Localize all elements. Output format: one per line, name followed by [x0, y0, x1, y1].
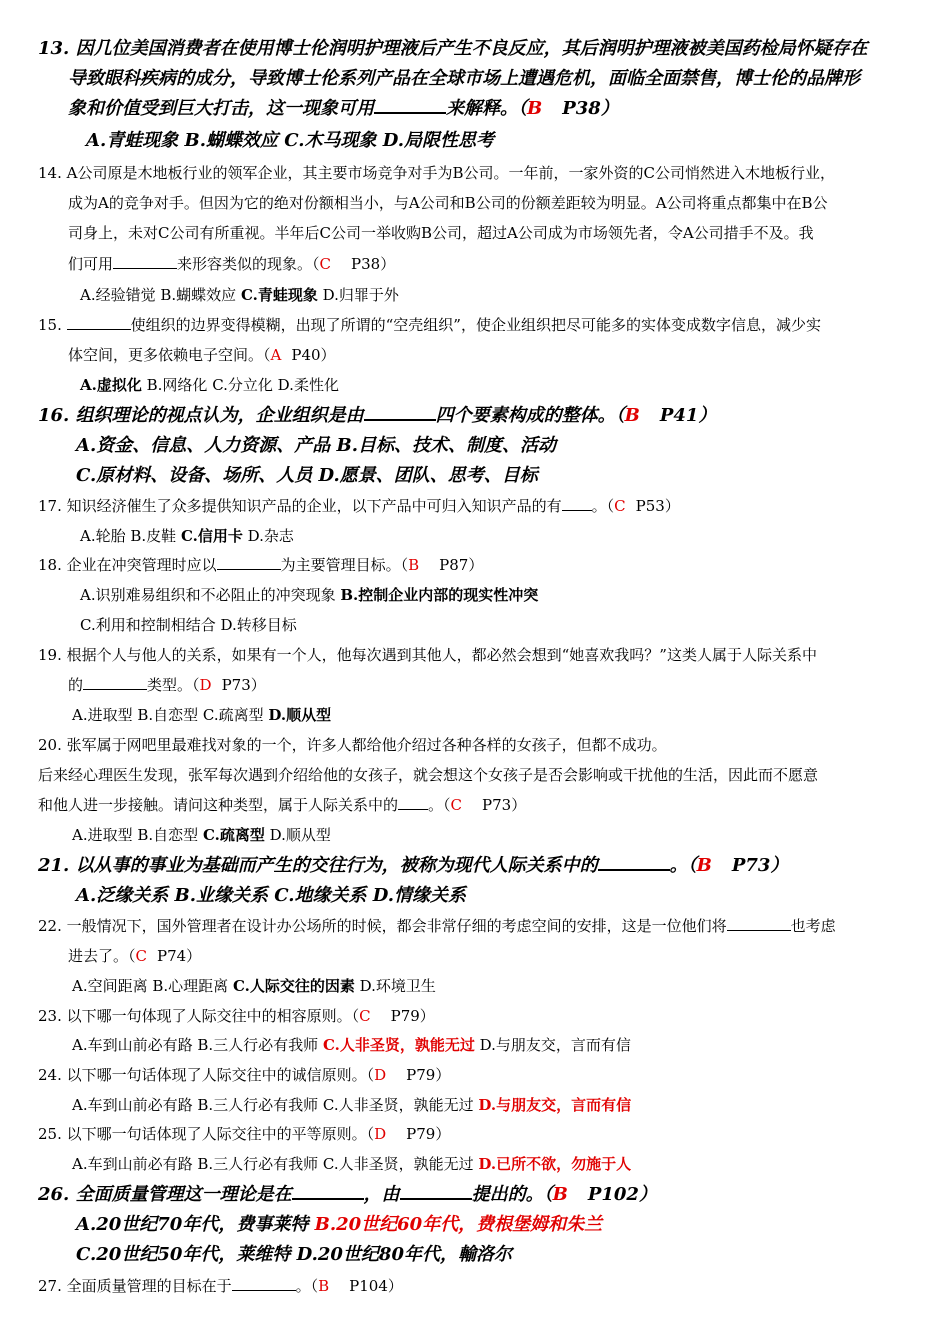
question-13-line-2: 导致眼科疾病的成分，导致博士伦系列产品在全球市场上遭遇危机，面临全面禁售，博士伦的品牌形 — [68, 68, 860, 89]
answer-letter: D — [374, 1066, 387, 1084]
page-ref: P104） — [349, 1277, 403, 1295]
question-15-line-2: 体空间，更多依赖电子空间。（A P40） — [68, 346, 336, 364]
question-17-line-1: 17. 知识经济催生了众多提供知识产品的企业，以下产品中可归入知识产品的有 。（C P53） — [38, 497, 680, 515]
question-20-line-1: 20. 张军属于网吧里最难找对象的一个，许多人都给他介绍过各种各样的女孩子，但都不成功。 — [38, 736, 667, 754]
page-ref: P79） — [390, 1007, 435, 1025]
question-21-options: A.泛缘关系 B.业缘关系 C.地缘关系 D.情缘关系 — [76, 885, 467, 906]
question-17-options: A.轮胎 B.皮鞋 C.信用卡 D.杂志 — [80, 527, 294, 545]
question-18-options-2: C.利用和控制相结合 D.转移目标 — [80, 616, 297, 634]
answer-blank — [727, 916, 791, 931]
question-26-line-1: 26. 全面质量管理这一理论是在 ，由 提出的。（B P102） — [38, 1184, 657, 1205]
page-ref: P73） — [221, 676, 266, 694]
correct-option: B.20世纪60年代，费根堡姆和朱兰 — [314, 1214, 603, 1235]
correct-option: C.青蛙现象 — [240, 286, 318, 304]
question-14-options: A.经验错觉 B.蝴蝶效应 C.青蛙现象 D.归罪于外 — [80, 286, 399, 304]
question-14-line-4: 们可用 来形容类似的现象。（C P38） — [68, 255, 396, 273]
page-ref: P87） — [439, 556, 484, 574]
answer-blank — [598, 853, 670, 871]
question-25-options: A.车到山前必有路 B.三人行必有我师 C.人非圣贤，孰能无过 D.已所不欲，勿施于人 — [72, 1155, 632, 1173]
question-13-options: A.青蛙现象 B.蝴蝶效应 C.木马现象 D.局限性思考 — [86, 130, 495, 151]
answer-blank — [400, 1182, 472, 1200]
question-23-line-1: 23. 以下哪一句体现了人际交往中的相容原则。（C P79） — [38, 1007, 435, 1025]
correct-option: B.控制企业内部的现实性冲突 — [340, 586, 539, 604]
answer-letter: D — [374, 1125, 387, 1143]
page-ref: P74） — [157, 947, 202, 965]
correct-option: C.人非圣贤，孰能无过 — [322, 1036, 475, 1054]
question-27-line-1: 27. 全面质量管理的目标在于 。（B P104） — [38, 1277, 403, 1295]
correct-option: C.信用卡 — [180, 527, 243, 545]
question-18-options-1: A.识别难易组织和不必阻止的冲突现象 B.控制企业内部的现实性冲突 — [80, 586, 539, 604]
answer-blank — [83, 675, 147, 690]
question-24-options: A.车到山前必有路 B.三人行必有我师 C.人非圣贤，孰能无过 D.与朋友交，言而有信 — [72, 1096, 632, 1114]
page-ref: P38） — [351, 255, 396, 273]
answer-letter: A — [270, 346, 282, 364]
answer-letter: B — [318, 1277, 330, 1295]
page-ref: P40） — [291, 346, 336, 364]
question-16-options-2: C.原材料、设备、场所、人员 D.愿景、团队、思考、目标 — [76, 465, 538, 486]
page-ref: P102） — [587, 1184, 657, 1205]
correct-option: D.顺从型 — [268, 706, 332, 724]
answer-blank — [67, 315, 131, 330]
question-20-line-3: 和他人进一步接触。请问这种类型，属于人际关系中的 。（C P73） — [38, 796, 527, 814]
answer-blank — [292, 1182, 364, 1200]
answer-blank — [374, 96, 446, 114]
question-13-line-3: 象和价值受到巨大打击，这一现象可用 来解释。（B P38） — [68, 98, 619, 119]
question-22-options: A.空间距离 B.心理距离 C.人际交往的因素 D.环境卫生 — [72, 977, 436, 995]
page-ref: P38） — [562, 98, 619, 119]
question-23-options: A.车到山前必有路 B.三人行必有我师 C.人非圣贤，孰能无过 D.与朋友交，言而有信 — [72, 1036, 631, 1054]
question-24-line-1: 24. 以下哪一句话体现了人际交往中的诚信原则。（D P79） — [38, 1066, 451, 1084]
question-20-line-2: 后来经心理医生发现，张军每次遇到介绍给他的女孩子，就会想这个女孩子是否会影响或干扰他的生活，因此而不愿意 — [38, 766, 819, 784]
question-14-line-2: 成为A的竞争对手。但因为它的绝对份额相当小，与A公司和B公司的份额差距较为明显。A公司将重点都集中在B公 — [68, 194, 828, 212]
question-26-options-2: C.20世纪50年代，莱维特 D.20世纪80年代，輸洛尔 — [76, 1244, 512, 1265]
question-15-options: A.虚拟化 B.网络化 C.分立化 D.柔性化 — [80, 376, 339, 394]
answer-letter: B — [624, 405, 640, 426]
correct-option: C.疏离型 — [202, 826, 265, 844]
question-19-line-1: 19. 根据个人与他人的关系，如果有一个人，他每次遇到其他人，都必然会想到“她喜欢我吗？”这类人属于人际关系中 — [38, 646, 817, 664]
page-ref: P79） — [406, 1125, 451, 1143]
correct-option: A.虚拟化 — [80, 376, 142, 394]
answer-blank — [364, 403, 436, 421]
answer-letter: B — [696, 855, 712, 876]
answer-letter: B — [527, 98, 543, 119]
answer-blank — [217, 555, 281, 570]
answer-letter: B — [552, 1184, 568, 1205]
question-18-line-1: 18. 企业在冲突管理时应以 为主要管理目标。（B P87） — [38, 556, 484, 574]
answer-letter: C — [359, 1007, 371, 1025]
question-16-options-1: A.资金、信息、人力资源、产品 B.目标、技术、制度、活动 — [76, 435, 556, 456]
answer-blank — [562, 496, 592, 511]
question-22-line-2: 进去了。（C P74） — [68, 947, 202, 965]
answer-letter: C — [319, 255, 332, 273]
page-ref: P79） — [406, 1066, 451, 1084]
correct-option: D.已所不欲，勿施于人 — [478, 1155, 632, 1173]
question-13-line-1: 13. 因几位美国消费者在使用博士伦润明护理液后产生不良反应，其后润明护理液被美国药检局怀疑存在 — [38, 38, 868, 59]
answer-letter: B — [408, 556, 420, 574]
answer-blank — [398, 795, 428, 810]
correct-option: D.与朋友交，言而有信 — [478, 1096, 632, 1114]
answer-letter: C — [450, 796, 463, 814]
answer-letter: D — [199, 676, 212, 694]
question-26-options-1: A.20世纪70年代，费事莱特 B.20世纪60年代，费根堡姆和朱兰 — [76, 1214, 603, 1235]
question-19-line-2: 的 类型。（D P73） — [68, 676, 266, 694]
correct-option: C.人际交往的因素 — [232, 977, 355, 995]
answer-blank — [113, 254, 177, 269]
question-19-options: A.进取型 B.自恋型 C.疏离型 D.顺从型 — [72, 706, 332, 724]
question-25-line-1: 25. 以下哪一句话体现了人际交往中的平等原则。（D P79） — [38, 1125, 451, 1143]
page-ref: P73） — [731, 855, 789, 876]
question-14-line-1: 14. A公司原是木地板行业的领军企业，其主要市场竞争对手为B公司。一年前，一家外资的C公司悄然进入木地板行业， — [38, 164, 835, 182]
page-ref: P73） — [482, 796, 527, 814]
question-16-line-1: 16. 组织理论的视点认为，企业组织是由 四个要素构成的整体。（B P41） — [38, 405, 717, 426]
page-ref: P41） — [659, 405, 717, 426]
question-15-line-1: 15. 使组织的边界变得模糊，出现了所谓的“空壳组织”，使企业组织把尽可能多的实体变成数字信息，减少实 — [38, 316, 821, 334]
answer-letter: C — [135, 947, 147, 965]
question-21-line-1: 21. 以从事的事业为基础而产生的交往行为，被称为现代人际关系中的 。（B P73） — [38, 855, 789, 876]
question-14-line-3: 司身上，未对C公司有所重视。半年后C公司一举收购B公司，超过A公司成为市场领先者，令A公司措手不及。我 — [68, 224, 814, 242]
page-ref: P53） — [635, 497, 680, 515]
answer-blank — [232, 1276, 296, 1291]
answer-letter: C — [614, 497, 626, 515]
question-22-line-1: 22. 一般情况下，国外管理者在设计办公场所的时候，都会非常仔细的考虑空间的安排，这是一位他们将 也考虑 — [38, 917, 836, 935]
question-20-options: A.进取型 B.自恋型 C.疏离型 D.顺从型 — [72, 826, 331, 844]
